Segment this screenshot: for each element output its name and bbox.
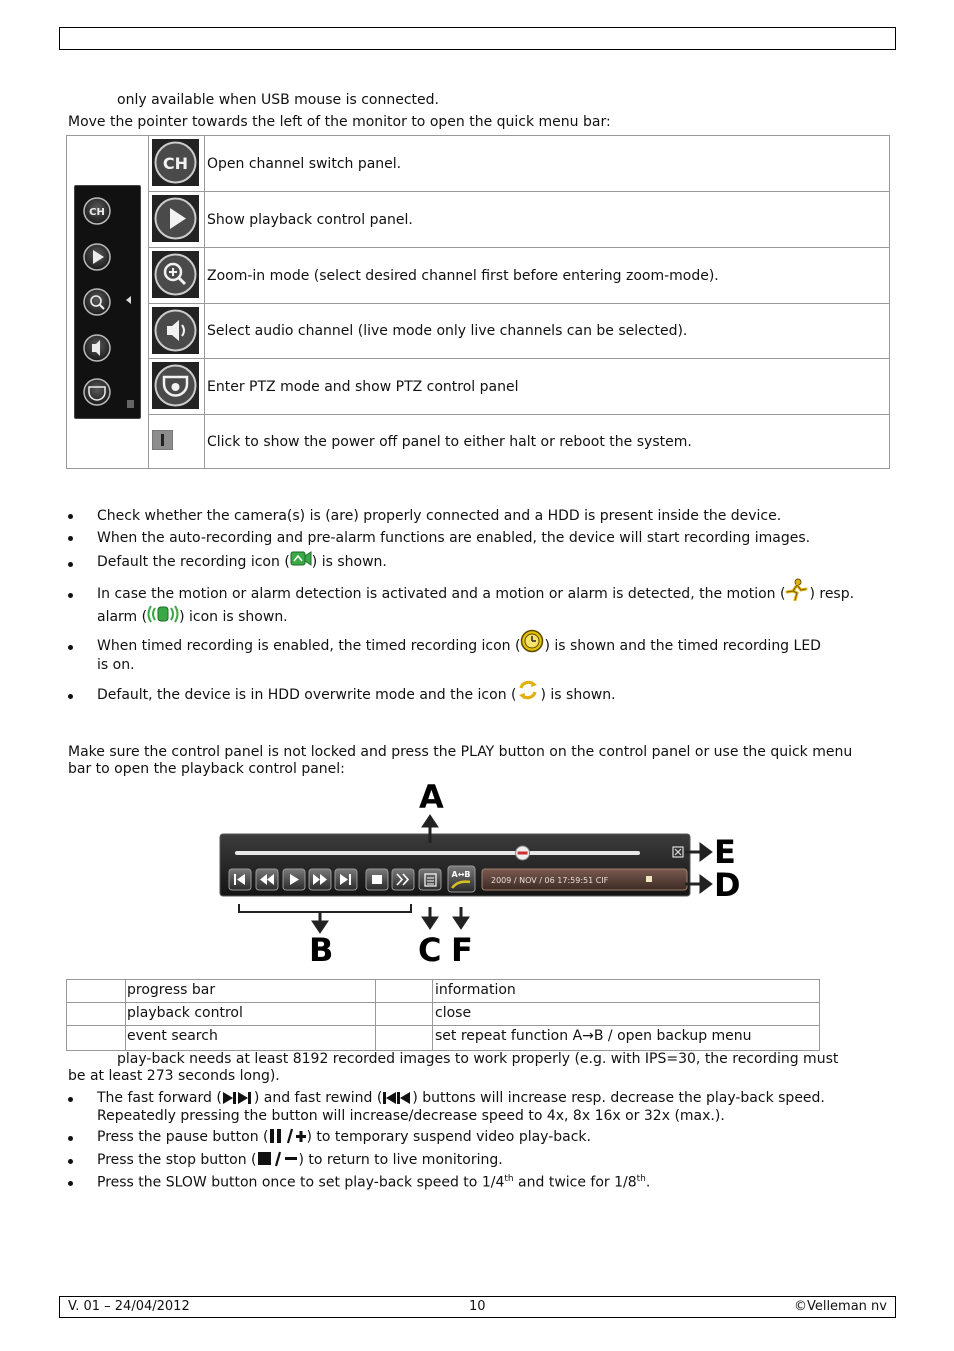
playback-control-diagram [215,780,745,975]
quick-menu-text-zoom: Zoom-in mode (select desired channel first before entering zoom-mode). [207,267,719,284]
pause-note [97,1128,591,1148]
bullet-dot [68,593,73,598]
hdd-overwrite-icon [516,678,540,706]
recording-bullet-5 [97,629,821,657]
progress-bar-knob[interactable] [516,846,530,860]
recording-bullet-4-line2-post: ) icon is shown. [179,609,288,625]
play-icon [152,195,199,242]
bullet-dot [68,694,73,699]
quick-menu-table [66,135,890,469]
page-header-box [59,27,896,50]
slow-note-pre: Press the SLOW button once to set play-back speed to 1/4 [97,1174,505,1191]
legend-key-cell [376,1026,433,1050]
fast-forward-note-mid: ) and fast rewind ( [253,1090,383,1106]
fast-rewind-button[interactable] [256,869,278,890]
recording-bullet-6-pre: Default, the device is in HDD overwrite mode and the icon ( [97,687,517,703]
fast-forward-note-pre: The fast forward ( [97,1090,222,1106]
bullet-dot [68,514,73,519]
move-pointer-text: Move the pointer towards the left of the monitor to open the quick menu bar: [68,114,611,130]
callout-letter-a: A [419,780,444,816]
skip-to-start-button[interactable] [229,869,251,890]
recording-bullet-4-mid: ) resp. [809,586,855,602]
page-footer [59,1296,896,1318]
slow-note [97,1174,650,1191]
slow-note-mid: and twice for 1/8 [513,1174,637,1191]
slow-button[interactable] [392,869,414,890]
bullet-dot [68,562,73,567]
legend-key-cell [376,1003,433,1026]
quick-menu-row-zoom [149,248,889,304]
quick-menu-text-ch: Open channel switch panel. [207,155,402,172]
svg-text:CH: CH [89,207,105,218]
ptz-camera-icon [152,362,199,409]
bullet-dot [68,1159,73,1164]
quick-menu-preview-cell [67,136,149,468]
callout-b-bracket [239,904,411,912]
legend-close: close [435,1005,472,1021]
fast-rewind-icon [382,1091,412,1109]
repeat-ab-backup-button[interactable] [448,866,475,892]
bullet-dot [68,1181,73,1186]
slow-note-sup2: th [636,1174,646,1184]
legend-repeat-function: set repeat function A→B / open backup menu [435,1028,752,1044]
legend-progress-bar: progress bar [127,982,216,998]
recording-bullet-6-post: ) is shown. [540,687,616,703]
legend-key-cell [67,1026,126,1050]
fast-forward-note-line2: Repeatedly pressing the button will increase/decrease speed to 4x, 8x 16x or 32x (max.). [97,1108,725,1124]
pause-note-pre: Press the pause button ( [97,1129,269,1145]
usb-mouse-note: only available when USB mouse is connected. [117,92,439,108]
quick-menu-row-power [149,415,889,468]
zoom-in-icon [152,251,199,298]
ch-icon-label: CH [162,154,189,173]
recording-bullet-4-line2-pre: alarm ( [97,609,148,625]
quick-menu-row-ch [149,136,889,192]
event-search-button[interactable] [419,869,441,890]
recording-bullet-5-pre: When timed recording is enabled, the timed recording icon ( [97,638,521,654]
timer-clock-icon [520,629,544,657]
stop-note-pre: Press the stop button ( [97,1152,257,1168]
stop-note-post: ) to return to live monitoring. [298,1152,503,1168]
legend-key-cell [67,1003,126,1026]
quick-menu-text-play: Show playback control panel. [207,211,413,228]
stop-button[interactable] [366,869,388,890]
quick-menu-row-audio [149,304,889,359]
bullet-dot [68,536,73,541]
quick-menu-bar-icons [75,186,140,418]
recording-bullet-5-line2: is on. [97,657,135,673]
recording-bullet-4 [97,577,854,605]
callout-letter-c: C [418,931,442,969]
recording-bullet-3-post: ) is shown. [311,554,387,570]
stop-note [97,1151,503,1171]
callout-a-arrow [422,815,438,827]
play-button[interactable] [283,869,305,890]
footer-page-number: 10 [469,1299,486,1314]
callout-d-arrow [700,875,712,893]
footer-copyright: ©Velleman nv [793,1299,887,1314]
slow-note-sup1: th [504,1174,514,1184]
alarm-icon [147,604,179,628]
legend-event-search: event search [127,1028,218,1044]
quick-menu-row-play [149,192,889,248]
fast-forward-note-post: ) buttons will increase resp. decrease the play-back speed. [412,1090,825,1106]
playback-note-line1: play-back needs at least 8192 recorded images to work properly (e.g. with IPS=30, the recording must [117,1051,839,1067]
callout-c-arrow [422,917,438,929]
quick-menu-row-ptz [149,359,889,415]
recording-bullet-3 [97,549,387,573]
legend-playback-control: playback control [127,1005,243,1021]
recording-bullet-5-post: ) is shown and the timed recording LED [544,638,821,654]
recording-bullet-1: Check whether the camera(s) is (are) properly connected and a HDD is present inside the device. [97,508,782,524]
recording-bullet-4-line2 [97,604,288,628]
pause-note-post: ) to temporary suspend video play-back. [306,1129,591,1145]
legend-table [66,979,820,1051]
information-display [482,869,687,890]
callout-f-arrow [453,917,469,929]
footer-version: V. 01 – 24/04/2012 [68,1299,190,1314]
legend-key-cell [67,980,126,1003]
recording-bullet-2: When the auto-recording and pre-alarm functions are enabled, the device will start recording images. [97,530,811,546]
recording-bullet-6 [97,678,616,706]
legend-key-cell [376,980,433,1003]
motion-icon [785,577,809,605]
power-icon [152,430,173,450]
fast-forward-note [97,1090,825,1109]
fast-forward-icon [222,1091,254,1109]
playback-info-text: 2009 / NOV / 06 17:59:51 CIF [491,876,609,885]
quick-menu-bar-preview [74,185,141,419]
quick-menu-text-power: Click to show the power off panel to either halt or reboot the system. [207,433,692,450]
recording-bullet-3-pre: Default the recording icon ( [97,554,290,570]
fast-forward-button[interactable] [309,869,331,890]
quick-menu-text-audio: Select audio channel (live mode only live channels can be selected). [207,323,688,339]
playback-note-line2: be at least 273 seconds long). [68,1068,280,1084]
ch-icon [152,139,199,186]
pause-plus-icon [269,1128,307,1148]
playback-intro-line2: bar to open the playback control panel: [68,761,345,777]
stop-minus-icon [257,1151,299,1171]
callout-letter-f: F [451,931,473,969]
ab-label: A↔B [451,870,471,879]
playback-control-buttons [229,866,475,892]
recording-camera-icon [290,549,312,573]
slow-note-end: . [645,1174,651,1191]
callout-letter-e: E [714,833,736,871]
quick-menu-text-ptz: Enter PTZ mode and show PTZ control panel [207,378,519,395]
audio-icon [152,307,199,354]
playback-intro-line1: Make sure the control panel is not locked and press the PLAY button on the control panel or use the quick menu [68,744,853,760]
legend-cell [433,1003,819,1026]
bullet-dot [68,1136,73,1141]
callout-e-arrow [700,843,712,861]
bullet-dot [68,645,73,650]
legend-information: information [435,982,516,998]
callout-letter-d: D [714,866,741,904]
skip-to-end-button[interactable] [335,869,357,890]
callout-letter-b: B [309,931,334,969]
recording-bullet-4-pre: In case the motion or alarm detection is activated and a motion or alarm is detected, the motion ( [97,586,786,602]
bullet-dot [68,1097,73,1102]
